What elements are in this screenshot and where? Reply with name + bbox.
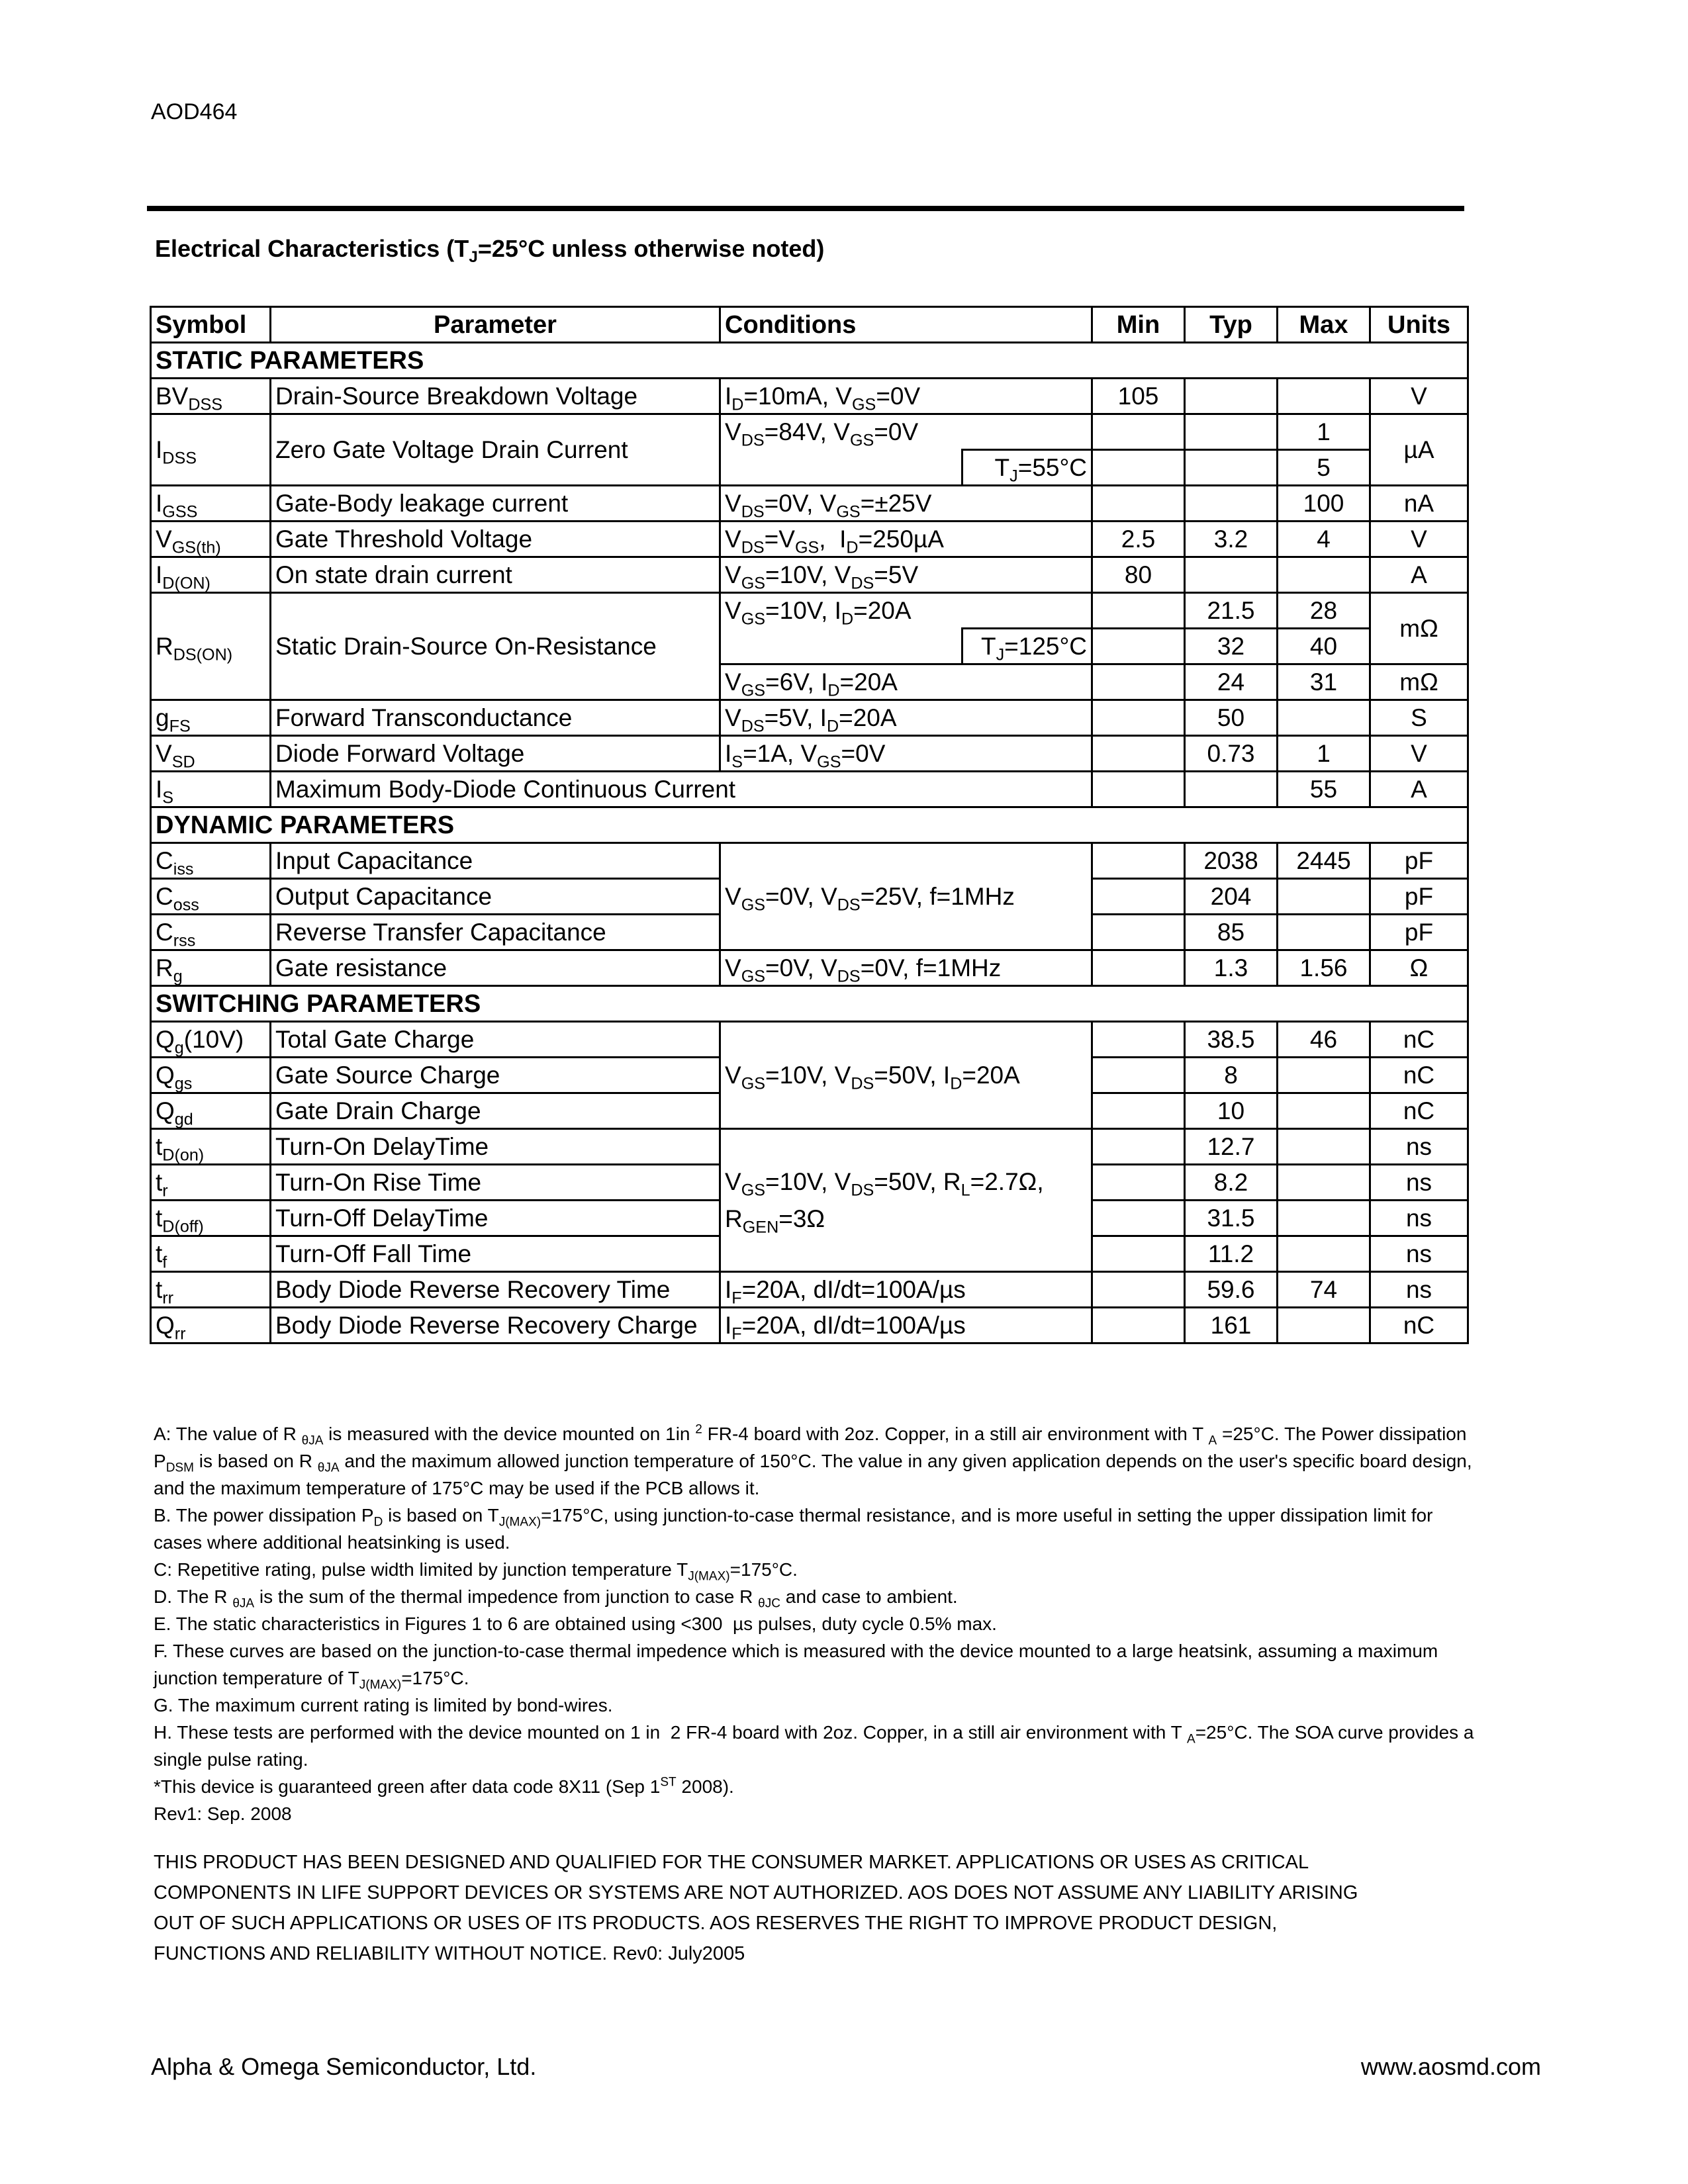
max-cell [1278,1058,1370,1093]
max-cell: 1 [1278,414,1370,450]
typ-cell [1185,414,1278,450]
min-cell [1092,450,1185,486]
max-cell: 100 [1278,486,1370,522]
parameter-cell: Maximum Body-Diode Continuous Current [271,772,1092,807]
min-cell [1092,1129,1185,1165]
units-cell: A [1370,557,1468,593]
conditions-cell: $V_{GS}=0V$, $V_{DS}=0V$, f=1MHz [720,950,1092,986]
typ-cell [1185,450,1278,486]
units-cell: V [1370,379,1468,414]
table-row [151,522,1468,557]
max-cell: 1 [1278,736,1370,772]
typ-cell [1185,557,1278,593]
units-cell: ns [1370,1201,1468,1236]
note-d: D. The R $_{\theta JA}$ is the sum of the thermal impedence from junction to case R $_{\theta JC}$ and case to ambient. [154,1586,958,1611]
units-cell: nC [1370,1058,1468,1093]
col-parameter: Parameter [271,307,720,343]
parameter-cell: Gate resistance [271,950,720,986]
parameter-cell: Turn-On Rise Time [271,1165,720,1201]
conditions-cell [720,629,962,664]
section-label: SWITCHING PARAMETERS [151,986,1468,1022]
note-c: C: Repetitive rating, pulse width limited by junction temperature $T_{J(MAX)}=175^\circ C$. [154,1559,798,1584]
disclaimer-line: THIS PRODUCT HAS BEEN DESIGNED AND QUALIFIED FOR THE CONSUMER MARKET. APPLICATIONS OR USES AS CRITICAL [154,1852,1309,1873]
section-title: Electrical Characteristics ($T_J=25^\circ C$ unless otherwise noted) [155,235,825,267]
units-cell: ns [1370,1272,1468,1308]
symbol-cell: $BV_{DSS}$ [151,379,271,414]
units-cell: V [1370,736,1468,772]
parameter-cell: Turn-Off Fall Time [271,1236,720,1272]
table-row [151,736,1468,772]
units-cell: nC [1370,1308,1468,1343]
table-row [151,557,1468,593]
section-row-static [151,343,1468,379]
units-cell: mΩ [1370,664,1468,700]
min-cell [1092,664,1185,700]
max-cell [1278,1093,1370,1129]
typ-cell: 0.73 [1185,736,1278,772]
note-h: H. These tests are performed with the device mounted on 1 in 2 FR-4 board with 2oz. Copper, in a still air environment with T $_A$=25°C. The SOA curve provides a single pulse rating. [154,1722,1474,1770]
units-cell: mΩ [1370,593,1468,664]
parameter-cell: Zero Gate Voltage Drain Current [271,414,720,486]
parameter-cell: Input Capacitance [271,843,720,879]
min-cell [1092,1308,1185,1343]
symbol-cell: $g_{FS}$ [151,700,271,736]
symbol-cell: $I_{GSS}$ [151,486,271,522]
table-row [151,1272,1468,1308]
col-max: Max [1278,307,1370,343]
typ-cell: 12.7 [1185,1129,1278,1165]
units-cell: µA [1370,414,1468,486]
note-revision: Rev1: Sep. 2008 [154,1803,292,1824]
conditions-temp-cell: $T_J=55^\circ C$ [962,450,1092,486]
parameter-cell: Total Gate Charge [271,1022,720,1058]
electrical-characteristics-table [150,306,1469,1344]
parameter-cell: On state drain current [271,557,720,593]
typ-cell: 204 [1185,879,1278,915]
note-g: G. The maximum current rating is limited by bond-wires. [154,1695,613,1715]
table-row [151,950,1468,986]
min-cell [1092,1058,1185,1093]
typ-cell: 32 [1185,629,1278,664]
typ-cell: 8.2 [1185,1165,1278,1201]
units-cell: Ω [1370,950,1468,986]
typ-cell: 2038 [1185,843,1278,879]
max-cell: 2445 [1278,843,1370,879]
conditions-cell: $I_D=10mA$, $V_{GS}=0V$ [720,379,1092,414]
typ-cell: 3.2 [1185,522,1278,557]
min-cell [1092,629,1185,664]
symbol-cell: $R_{DS(ON)}$ [151,593,271,700]
parameter-cell: Reverse Transfer Capacitance [271,915,720,950]
parameter-cell: Gate-Body leakage current [271,486,720,522]
min-cell [1092,1165,1185,1201]
typ-cell: 24 [1185,664,1278,700]
symbol-cell: $Q_{gd}$ [151,1093,271,1129]
note-a: A: The value of R $_{\theta JA}$ is measured with the device mounted on 1in $^2$ FR-4 board with 2oz. Copper, in a still air environment with T $_A$ =25°C. The Power dissipation $P_{DSM}$ is based on R $_{\theta JA}$ and the maximum allowed junction temperature of 150°C. The value in any given application depends on the user's specific board design, and the maximum temperature of 175°C may be used if the PCB allows it. [154,1422,1472,1498]
units-cell: nC [1370,1022,1468,1058]
units-cell: nA [1370,486,1468,522]
conditions-cell: $I_F=20A$, dI/dt=100A/µs [720,1272,1092,1308]
table-row [151,486,1468,522]
typ-cell [1185,486,1278,522]
symbol-cell: $V_{GS(th)}$ [151,522,271,557]
min-cell [1092,1201,1185,1236]
typ-cell: 1.3 [1185,950,1278,986]
header-rule [147,206,1464,211]
note-f: F. These curves are based on the junction-to-case thermal impedence which is measured with the device mounted to a large heatsink, assuming a maximum junction temperature of $T_{J(MAX)}=175^\circ C$. [154,1641,1438,1692]
table-row [151,379,1468,414]
col-units: Units [1370,307,1468,343]
symbol-cell: $C_{oss}$ [151,879,271,915]
section-row-dynamic [151,807,1468,843]
symbol-cell: $Q_g(10V)$ [151,1022,271,1058]
symbol-cell: $I_S$ [151,772,271,807]
conditions-cell: $V_{GS}=10V$, $I_D=20A$ [720,593,1092,629]
typ-cell: 85 [1185,915,1278,950]
min-cell [1092,593,1185,629]
min-cell [1092,950,1185,986]
symbol-cell: $t_r$ [151,1165,271,1201]
parameter-cell: Static Drain-Source On-Resistance [271,593,720,700]
col-min: Min [1092,307,1185,343]
typ-cell: 38.5 [1185,1022,1278,1058]
symbol-cell: $Q_{gs}$ [151,1058,271,1093]
symbol-cell: $t_{D(off)}$ [151,1201,271,1236]
min-cell [1092,1022,1185,1058]
max-cell [1278,1201,1370,1236]
max-cell: 40 [1278,629,1370,664]
units-cell: pF [1370,879,1468,915]
max-cell: 5 [1278,450,1370,486]
table-row [151,593,1468,629]
parameter-cell: Drain-Source Breakdown Voltage [271,379,720,414]
conditions-cell: $V_{DS}=V_{GS}$, $I_D=250\mu A$ [720,522,1092,557]
disclaimer-line: COMPONENTS IN LIFE SUPPORT DEVICES OR SYSTEMS ARE NOT AUTHORIZED. AOS DOES NOT ASSUME ANY LIABILITY ARISING [154,1882,1358,1903]
note-e: E. The static characteristics in Figures 1 to 6 are obtained using <300 µs pulses, duty cycle 0.5% max. [154,1614,997,1634]
symbol-cell: $C_{iss}$ [151,843,271,879]
max-cell [1278,379,1370,414]
parameter-cell: Turn-Off DelayTime [271,1201,720,1236]
typ-cell: 8 [1185,1058,1278,1093]
disclaimer-line: OUT OF SUCH APPLICATIONS OR USES OF ITS PRODUCTS. AOS RESERVES THE RIGHT TO IMPROVE PRODUCT DESIGN, [154,1913,1278,1934]
min-cell [1092,1272,1185,1308]
conditions-cell: $V_{DS}=5V$, $I_D=20A$ [720,700,1092,736]
typ-cell: 59.6 [1185,1272,1278,1308]
max-cell: 55 [1278,772,1370,807]
symbol-cell: $C_{rss}$ [151,915,271,950]
disclaimer-line: FUNCTIONS AND RELIABILITY WITHOUT NOTICE. Rev0: July2005 [154,1943,745,1964]
parameter-cell: Body Diode Reverse Recovery Charge [271,1308,720,1343]
min-cell [1092,843,1185,879]
parameter-cell: Gate Source Charge [271,1058,720,1093]
units-cell: pF [1370,915,1468,950]
conditions-cell: $V_{GS}=10V$, $V_{DS}=50V$, $I_D=20A$ [720,1022,1092,1129]
website-link[interactable]: www.aosmd.com [1360,2053,1541,2080]
min-cell [1092,1093,1185,1129]
table-header-row [151,307,1468,343]
max-cell: 31 [1278,664,1370,700]
symbol-cell: $t_f$ [151,1236,271,1272]
units-cell: V [1370,522,1468,557]
section-label: STATIC PARAMETERS [151,343,1468,379]
max-cell: 74 [1278,1272,1370,1308]
units-cell: pF [1370,843,1468,879]
conditions-cell: $V_{DS}=0V$, $V_{GS}=\pm 25V$ [720,486,1092,522]
typ-cell [1185,772,1278,807]
max-cell: 28 [1278,593,1370,629]
parameter-cell: Output Capacitance [271,879,720,915]
min-cell [1092,414,1185,450]
typ-cell: 21.5 [1185,593,1278,629]
part-number: AOD464 [151,99,238,124]
units-cell: ns [1370,1236,1468,1272]
note-b: B. The power dissipation $P_D$ is based on $T_{J(MAX)}=175^\circ C$, using junction-to-case thermal resistance, and is more useful in setting the upper dissipation limit for cases where additional heatsinking is used. [154,1505,1433,1553]
table-row [151,1129,1468,1165]
typ-cell: 31.5 [1185,1201,1278,1236]
table-row [151,843,1468,879]
symbol-cell: $t_{D(on)}$ [151,1129,271,1165]
col-conditions: Conditions [720,307,1092,343]
conditions-cell: $V_{GS}=0V$, $V_{DS}=25V$, f=1MHz [720,843,1092,950]
typ-cell: 161 [1185,1308,1278,1343]
conditions-temp-cell: $T_J=125^\circ C$ [962,629,1092,664]
conditions-cell: $V_{GS}=10V$, $V_{DS}=50V$, $R_L=2.7\Omega$, $R_{GEN}=3\Omega$ [720,1129,1092,1272]
min-cell [1092,1236,1185,1272]
symbol-cell: $V_{SD}$ [151,736,271,772]
min-cell [1092,915,1185,950]
conditions-cell: $V_{DS}=84V$, $V_{GS}=0V$ [720,414,1092,450]
min-cell [1092,879,1185,915]
parameter-cell: Body Diode Reverse Recovery Time [271,1272,720,1308]
symbol-cell: $I_{DSS}$ [151,414,271,486]
footnotes [154,1420,1477,1827]
table-row [151,414,1468,450]
max-cell [1278,1165,1370,1201]
max-cell: 46 [1278,1022,1370,1058]
parameter-cell: Gate Threshold Voltage [271,522,720,557]
symbol-cell: $R_g$ [151,950,271,986]
typ-cell: 11.2 [1185,1236,1278,1272]
min-cell [1092,772,1185,807]
max-cell [1278,1129,1370,1165]
parameter-cell: Gate Drain Charge [271,1093,720,1129]
parameter-cell: Turn-On DelayTime [271,1129,720,1165]
conditions-cell: $I_F=20A$, dI/dt=100A/µs [720,1308,1092,1343]
max-cell [1278,700,1370,736]
max-cell: 1.56 [1278,950,1370,986]
max-cell [1278,1236,1370,1272]
max-cell [1278,557,1370,593]
max-cell [1278,1308,1370,1343]
conditions-cell: $V_{GS}=10V$, $V_{DS}=5V$ [720,557,1092,593]
company-name: Alpha & Omega Semiconductor, Ltd. [151,2053,537,2080]
min-cell [1092,486,1185,522]
conditions-cell: $V_{GS}=6V$, $I_D=20A$ [720,664,1092,700]
table-row [151,1022,1468,1058]
conditions-cell: $I_S=1A$, $V_{GS}=0V$ [720,736,1092,772]
disclaimer [154,1847,1511,1969]
symbol-cell: $t_{rr}$ [151,1272,271,1308]
min-cell: 80 [1092,557,1185,593]
units-cell: ns [1370,1129,1468,1165]
units-cell: nC [1370,1093,1468,1129]
parameter-cell: Diode Forward Voltage [271,736,720,772]
typ-cell: 50 [1185,700,1278,736]
table-row [151,700,1468,736]
table-row [151,1308,1468,1343]
note-green: *This device is guaranteed green after data code 8X11 (Sep 1ST 2008). [154,1775,734,1797]
min-cell: 2.5 [1092,522,1185,557]
units-cell: A [1370,772,1468,807]
max-cell [1278,879,1370,915]
symbol-cell: $Q_{rr}$ [151,1308,271,1343]
units-cell: S [1370,700,1468,736]
col-symbol: Symbol [151,307,271,343]
parameter-cell: Forward Transconductance [271,700,720,736]
section-row-switching [151,986,1468,1022]
table-row [151,772,1468,807]
typ-cell [1185,379,1278,414]
min-cell: 105 [1092,379,1185,414]
typ-cell: 10 [1185,1093,1278,1129]
section-label: DYNAMIC PARAMETERS [151,807,1468,843]
max-cell [1278,915,1370,950]
min-cell [1092,700,1185,736]
min-cell [1092,736,1185,772]
conditions-cell [720,450,962,486]
symbol-cell: $I_{D(ON)}$ [151,557,271,593]
col-typ: Typ [1185,307,1278,343]
units-cell: ns [1370,1165,1468,1201]
max-cell: 4 [1278,522,1370,557]
